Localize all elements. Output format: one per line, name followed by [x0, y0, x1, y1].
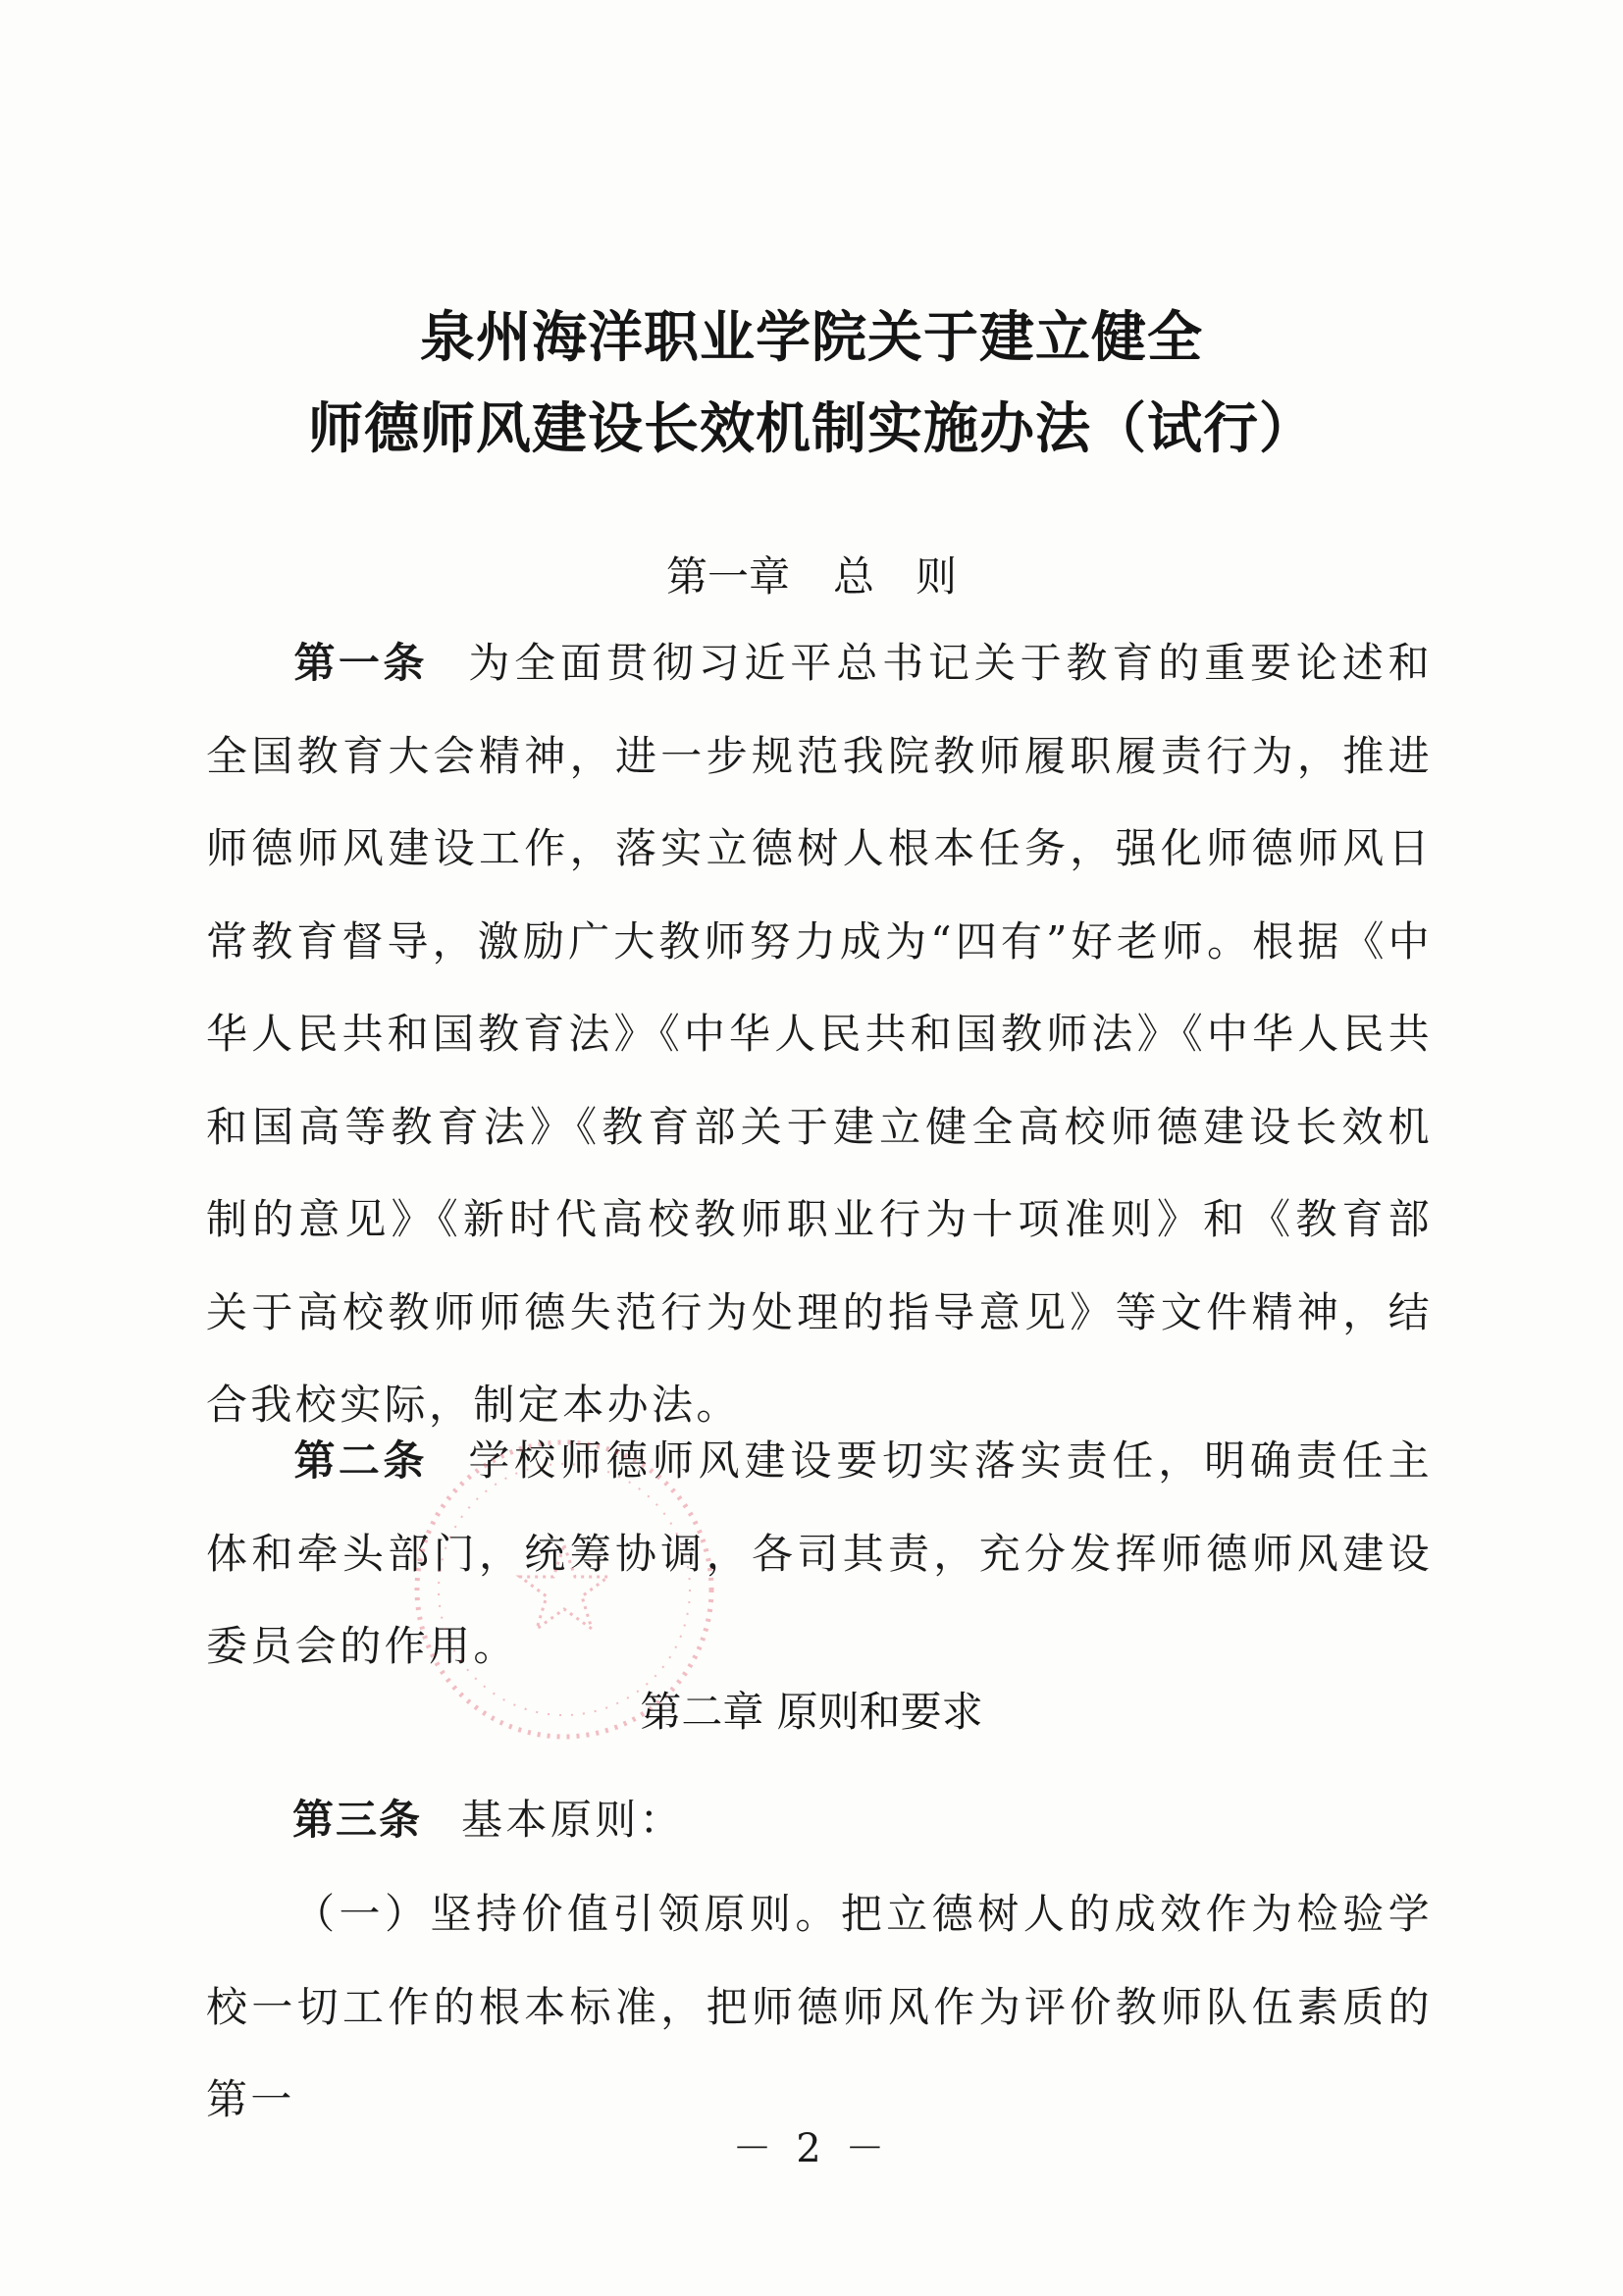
article-2-text: 学校师德师风建设要切实落实责任，明确责任主体和牵头部门，统筹协调，各司其责，充分发挥师德师风建设委员会的作用。: [206, 1436, 1433, 1670]
article-3: [206, 1774, 1433, 1867]
chapter-1-name: 总 则: [833, 552, 958, 600]
document-title-line-2: 师德师风建设长效机制实施办法（试行）: [308, 397, 1315, 461]
article-3-label: 第三条: [292, 1796, 423, 1844]
article-1: [206, 617, 1433, 1452]
page-number: － 2 －: [732, 2126, 891, 2171]
article-1-text: 为全面贯彻习近平总书记关于教育的重要论述和全国教育大会精神，进一步规范我院教师履职履责行为，推进师德师风建设工作，落实立德树人根本任务，强化师德师风日常教育督导，激励广大教师努力成为“四有”好老师。根据《中华人民共和国教育法》《中华人民共和国教师法》《中华人民共和国高等教育法》《教育部关于建立健全高校师德建设长效机制的意见》《新时代高校教师职业行为十项准则》和《教育部关于高校教师师德失范行为处理的指导意见》等文件精神，结合我校实际，制定本办法。: [206, 639, 1433, 1429]
article-1-label: 第一条: [292, 639, 428, 687]
document-title-line-1: 泉州海洋职业学院关于建立健全: [420, 306, 1203, 370]
chapter-1-heading: [0, 545, 1623, 603]
article-3-text: 基本原则：: [461, 1796, 685, 1844]
chapter-2-heading: 第二章 原则和要求: [640, 1688, 983, 1736]
principle-item-1-text: （一）坚持价值引领原则。把立德树人的成效作为检验学校一切工作的根本标准，把师德师风作为评价教师队伍素质的第一: [206, 1890, 1433, 2123]
principle-item-1: [206, 1868, 1433, 2147]
article-2: [206, 1415, 1433, 1694]
article-2-label: 第二条: [292, 1436, 428, 1485]
chapter-1-label: 第一章: [665, 552, 790, 600]
